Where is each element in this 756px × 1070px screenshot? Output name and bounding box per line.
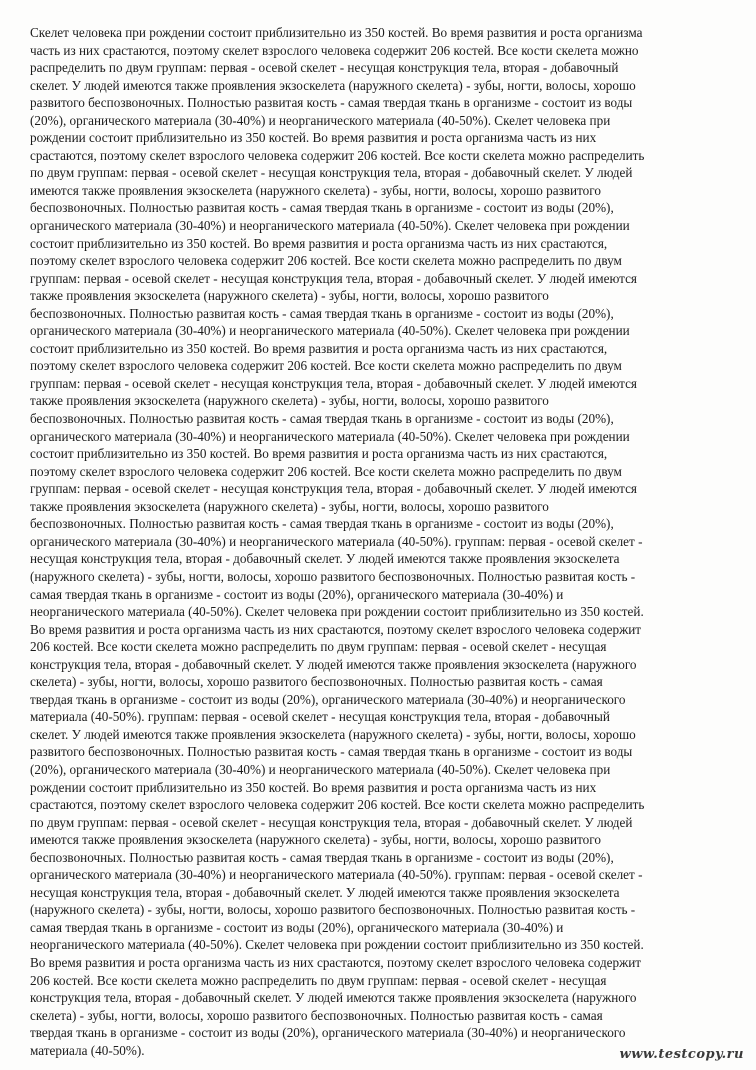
text-line: органического материала (30-40%) и неорганического материала (40-50%). группам: первая - осевой скелет - bbox=[30, 533, 643, 549]
text-line: неорганического материала (40-50%). Скелет человека при рождении состоит приблизительно из 350 костей. bbox=[30, 604, 644, 620]
text-line: органического материала (30-40%) и неорганического материала (40-50%). Скелет человека при рождении bbox=[30, 218, 630, 234]
text-line: беспозвоночных. Полностью развитая кость - самая твердая ткань в организме - состоит из воды (20%), bbox=[30, 411, 614, 427]
text-line: органического материала (30-40%) и неорганического материала (40-50%). группам: первая - осевой скелет - bbox=[30, 867, 643, 883]
text-line: самая твердая ткань в организме - состоит из воды (20%), органического материала (30-40%) и bbox=[30, 919, 564, 935]
text-line: поэтому скелет взрослого человека содержит 206 костей. Все кости скелета можно распределить по двум bbox=[30, 358, 622, 374]
text-line: имеются также проявления экзоскелета (наружного скелета) - зубы, ногти, волосы, хорошо развитого bbox=[30, 832, 601, 848]
body-text bbox=[30, 24, 746, 1059]
text-line: несущая конструкция тела, вторая - добавочный скелет. У людей имеются также проявления экзоскелета bbox=[30, 551, 620, 567]
text-line: самая твердая ткань в организме - состоит из воды (20%), органического материала (30-40%) и bbox=[30, 586, 564, 602]
text-line: неорганического материала (40-50%). Скелет человека при рождении состоит приблизительно из 350 костей. bbox=[30, 937, 644, 953]
text-line: скелет. У людей имеются также проявления экзоскелета (наружного скелета) - зубы, ногти, волосы, хорошо bbox=[30, 726, 636, 742]
text-line: материала (40-50%). группам: первая - осевой скелет - несущая конструкция тела, вторая - добавочный bbox=[30, 709, 610, 725]
text-line: органического материала (30-40%) и неорганического материала (40-50%). Скелет человека при рождении bbox=[30, 428, 630, 444]
text-line: беспозвоночных. Полностью развитая кость - самая твердая ткань в организме - состоит из воды (20%), bbox=[30, 516, 614, 532]
text-line: несущая конструкция тела, вторая - добавочный скелет. У людей имеются также проявления экзоскелета bbox=[30, 884, 620, 900]
text-line: Во время развития и роста организма часть из них срастаются, поэтому скелет взрослого человека содержит bbox=[30, 621, 642, 637]
text-line: группам: первая - осевой скелет - несущая конструкция тела, вторая - добавочный скелет. У людей имеются bbox=[30, 270, 638, 286]
text-line: развитого беспозвоночных. Полностью развитая кость - самая твердая ткань в организме - состоит из воды bbox=[30, 95, 633, 111]
text-line: твердая ткань в организме - состоит из воды (20%), органического материала (30-40%) и неорганического bbox=[30, 691, 626, 707]
text-line: (20%), органического материала (30-40%) и неорганического материала (40-50%). Скелет человека при bbox=[30, 112, 611, 128]
text-line: группам: первая - осевой скелет - несущая конструкция тела, вторая - добавочный скелет. У людей имеются bbox=[30, 375, 638, 391]
text-line: рождении состоит приблизительно из 350 костей. Во время развития и роста организма часть из них bbox=[30, 130, 597, 146]
text-line: также проявления экзоскелета (наружного скелета) - зубы, ногти, волосы, хорошо развитого bbox=[30, 288, 549, 304]
text-line: органического материала (30-40%) и неорганического материала (40-50%). Скелет человека при рождении bbox=[30, 323, 630, 339]
text-line: срастаются, поэтому скелет взрослого человека содержит 206 костей. Все кости скелета можно распределить bbox=[30, 147, 645, 163]
text-line: конструкция тела, вторая - добавочный скелет. У людей имеются также проявления экзоскелета (наружного bbox=[30, 656, 637, 672]
text-line: скелета) - зубы, ногти, волосы, хорошо развитого беспозвоночных. Полностью развитая кость - самая bbox=[30, 674, 603, 690]
text-line: скелет. У людей имеются также проявления экзоскелета (наружного скелета) - зубы, ногти, волосы, хорошо bbox=[30, 77, 636, 93]
text-line: по двум группам: первая - осевой скелет - несущая конструкция тела, вторая - добавочный скелет. У людей bbox=[30, 814, 633, 830]
text-line: также проявления экзоскелета (наружного скелета) - зубы, ногти, волосы, хорошо развитого bbox=[30, 393, 549, 409]
text-line: 206 костей. Все кости скелета можно распределить по двум группам: первая - осевой скелет - несущая bbox=[30, 972, 607, 988]
text-line: беспозвоночных. Полностью развитая кость - самая твердая ткань в организме - состоит из воды (20%), bbox=[30, 305, 614, 321]
text-line: также проявления экзоскелета (наружного скелета) - зубы, ногти, волосы, хорошо развитого bbox=[30, 498, 549, 514]
text-line: материала (40-50%). bbox=[30, 1042, 145, 1058]
text-line: (20%), органического материала (30-40%) и неорганического материала (40-50%). Скелет человека при bbox=[30, 761, 611, 777]
text-line: развитого беспозвоночных. Полностью развитая кость - самая твердая ткань в организме - состоит из воды bbox=[30, 744, 633, 760]
watermark: www.testcopy.ru bbox=[619, 1047, 744, 1062]
text-line: группам: первая - осевой скелет - несущая конструкция тела, вторая - добавочный скелет. У людей имеются bbox=[30, 481, 638, 497]
text-line: твердая ткань в организме - состоит из воды (20%), органического материала (30-40%) и неорганического bbox=[30, 1025, 626, 1041]
text-line: поэтому скелет взрослого человека содержит 206 костей. Все кости скелета можно распределить по двум bbox=[30, 253, 622, 269]
text-line: срастаются, поэтому скелет взрослого человека содержит 206 костей. Все кости скелета можно распределить bbox=[30, 797, 645, 813]
text-line: поэтому скелет взрослого человека содержит 206 костей. Все кости скелета можно распределить по двум bbox=[30, 463, 622, 479]
text-line: (наружного скелета) - зубы, ногти, волосы, хорошо развитого беспозвоночных. Полностью развитая кость - bbox=[30, 902, 636, 918]
text-line: (наружного скелета) - зубы, ногти, волосы, хорошо развитого беспозвоночных. Полностью развитая кость - bbox=[30, 568, 636, 584]
text-line: Скелет человека при рождении состоит приблизительно из 350 костей. Во время развития и роста организма bbox=[30, 25, 643, 40]
text-line: по двум группам: первая - осевой скелет - несущая конструкция тела, вторая - добавочный скелет. У людей bbox=[30, 165, 633, 181]
text-line: распределить по двум группам: первая - осевой скелет - несущая конструкция тела, вторая - добавочный bbox=[30, 60, 619, 76]
text-line: скелета) - зубы, ногти, волосы, хорошо развитого беспозвоночных. Полностью развитая кость - самая bbox=[30, 1007, 603, 1023]
text-line: состоит приблизительно из 350 костей. Во время развития и роста организма часть из них срастаются, bbox=[30, 446, 608, 462]
text-line: часть из них срастаются, поэтому скелет взрослого человека содержит 206 костей. Все кости скелета можно bbox=[30, 42, 639, 58]
text-line: беспозвоночных. Полностью развитая кость - самая твердая ткань в организме - состоит из воды (20%), bbox=[30, 200, 614, 216]
text-line: состоит приблизительно из 350 костей. Во время развития и роста организма часть из них срастаются, bbox=[30, 235, 608, 251]
text-line: конструкция тела, вторая - добавочный скелет. У людей имеются также проявления экзоскелета (наружного bbox=[30, 990, 637, 1006]
text-line: 206 костей. Все кости скелета можно распределить по двум группам: первая - осевой скелет - несущая bbox=[30, 639, 607, 655]
text-line: Во время развития и роста организма часть из них срастаются, поэтому скелет взрослого человека содержит bbox=[30, 954, 642, 970]
text-line: беспозвоночных. Полностью развитая кость - самая твердая ткань в организме - состоит из воды (20%), bbox=[30, 849, 614, 865]
text-line: имеются также проявления экзоскелета (наружного скелета) - зубы, ногти, волосы, хорошо развитого bbox=[30, 182, 601, 198]
text-line: состоит приблизительно из 350 костей. Во время развития и роста организма часть из них срастаются, bbox=[30, 340, 608, 356]
text-line: рождении состоит приблизительно из 350 костей. Во время развития и роста организма часть из них bbox=[30, 779, 597, 795]
